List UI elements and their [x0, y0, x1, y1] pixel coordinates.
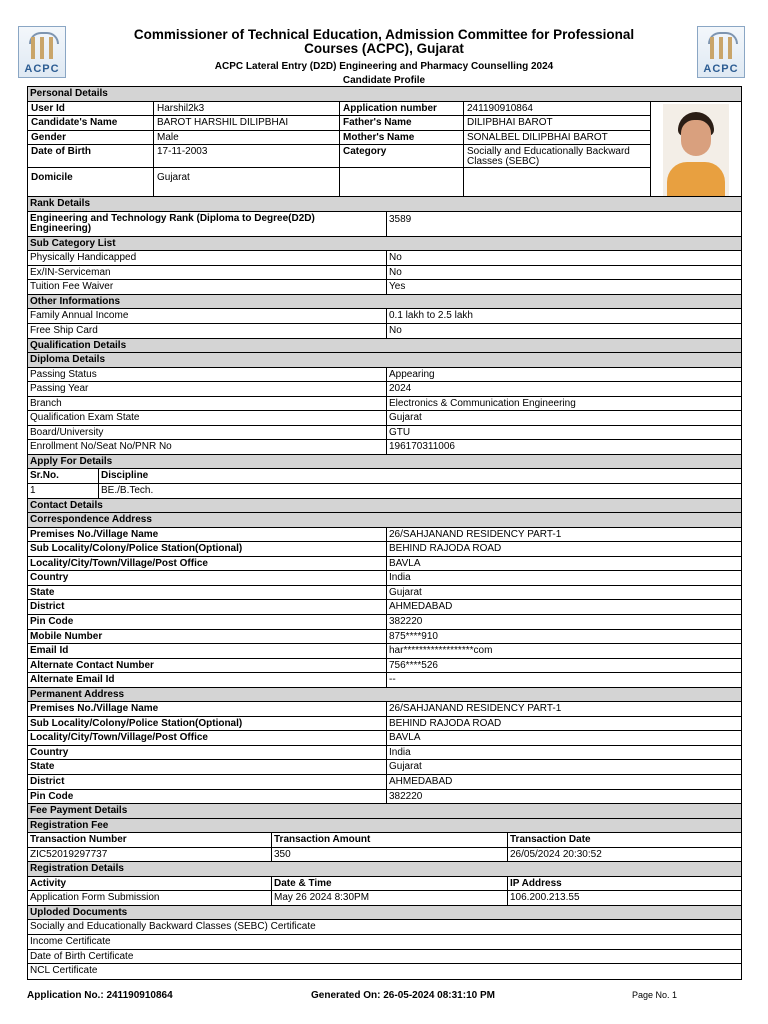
rank-label: [28, 212, 386, 236]
row-value: GTU: [386, 426, 741, 440]
table-row: [28, 673, 741, 688]
row-label: State: [30, 586, 55, 598]
table-row: [28, 702, 741, 717]
table-row: [28, 760, 741, 775]
row-value: 196170311006: [386, 440, 741, 454]
section-registration-details: Registration Details: [28, 862, 741, 877]
document-header: [110, 28, 658, 87]
personal-details: [28, 102, 741, 198]
row-label: Free Ship Card: [30, 325, 98, 337]
row-label: Sub Locality/Colony/Police Station(Optional): [30, 717, 243, 729]
table-row: [28, 615, 741, 630]
logo-text: ACPC: [703, 63, 739, 75]
fee-header-row: [28, 833, 741, 848]
category-line-2: Classes (SEBC): [467, 156, 540, 168]
section-personal-details: Personal Details: [28, 87, 741, 102]
acpc-logo-left: [18, 26, 66, 78]
row-value: 0.1 lakh to 2.5 lakh: [386, 309, 741, 323]
rank-row: [28, 212, 741, 237]
row-value: 875****910: [386, 630, 741, 644]
table-row: [28, 731, 741, 746]
category-value: [463, 145, 650, 167]
row-label: Alternate Contact Number: [30, 659, 154, 671]
transaction-date-header: Transaction Date: [507, 833, 741, 847]
section-registration-fee: Registration Fee: [28, 819, 741, 834]
row-value: BEHIND RAJODA ROAD: [386, 542, 741, 556]
row-value: India: [386, 571, 741, 585]
logo-text: ACPC: [24, 63, 60, 75]
row-value: --: [386, 673, 741, 687]
section-permanent-address: Permanent Address: [28, 688, 741, 703]
table-row: [28, 717, 741, 732]
domicile-value: Gujarat: [153, 168, 339, 196]
row-value: Gujarat: [386, 760, 741, 774]
row-value: No: [386, 251, 741, 265]
table-row: [28, 586, 741, 601]
section-rank-details: Rank Details: [28, 197, 741, 212]
section-other-informations: Other Informations: [28, 295, 741, 310]
table-row: [28, 324, 741, 339]
row-value: BAVLA: [386, 731, 741, 745]
row-label: Premises No./Village Name: [30, 528, 159, 540]
row-label: Pin Code: [30, 615, 74, 627]
table-row: [28, 848, 741, 863]
section-uploaded-documents: Uploded Documents: [28, 906, 741, 921]
row-value: 2024: [386, 382, 741, 396]
activity-cell: Application Form Submission: [30, 892, 160, 904]
table-row: [28, 630, 741, 645]
row-label: Tuition Fee Waiver: [30, 281, 114, 293]
table-row: [28, 280, 741, 295]
row-label: Locality/City/Town/Village/Post Office: [30, 557, 208, 569]
empty-cell: [339, 168, 463, 196]
row-value: BAVLA: [386, 557, 741, 571]
sr-no-header: Sr.No.: [30, 470, 59, 482]
row-label: Premises No./Village Name: [30, 703, 159, 715]
row-label: Pin Code: [30, 790, 74, 802]
table-row: [28, 382, 741, 397]
document-name: NCL Certificate: [30, 965, 98, 977]
row-label: Mobile Number: [30, 630, 103, 642]
table-row: [28, 600, 741, 615]
transaction-amount-cell: 350: [271, 848, 507, 862]
transaction-amount-header: Transaction Amount: [271, 833, 507, 847]
footer-application-number: Application No.: 241190910864: [27, 990, 173, 1001]
section-fee-payment-details: Fee Payment Details: [28, 804, 741, 819]
row-label: Enrollment No/Seat No/PNR No: [30, 441, 172, 453]
row-value: 382220: [386, 790, 741, 804]
row-label: District: [30, 775, 65, 787]
father-name-value: DILIPBHAI BAROT: [463, 116, 650, 130]
row-value: 382220: [386, 615, 741, 629]
footer-generated-on: Generated On: 26-05-2024 08:31:10 PM: [311, 990, 495, 1001]
document-name: Socially and Educationally Backward Classes (SEBC) Certificate: [30, 921, 316, 933]
row-label: Email Id: [30, 645, 69, 657]
document-name: Income Certificate: [30, 935, 111, 947]
candidate-profile-label: Candidate Profile: [342, 75, 426, 86]
document-item: [28, 920, 741, 935]
rank-label-line-2: Engineering): [30, 222, 92, 234]
row-value: BEHIND RAJODA ROAD: [386, 717, 741, 731]
row-label: Branch: [30, 397, 62, 409]
mother-name-value: SONALBEL DILIPBHAI BAROT: [463, 131, 650, 145]
row-label: Alternate Email Id: [30, 674, 115, 686]
row-label: State: [30, 761, 55, 773]
discipline-header: Discipline: [98, 469, 741, 483]
transaction-date-cell: 26/05/2024 20:30:52: [507, 848, 741, 862]
row-label: Passing Status: [30, 368, 97, 380]
table-row: [28, 557, 741, 572]
candidate-name-value: BAROT HARSHIL DILIPBHAI: [153, 116, 339, 130]
table-row: [28, 571, 741, 586]
row-value: Gujarat: [386, 586, 741, 600]
section-contact-details: Contact Details: [28, 499, 741, 514]
row-value: Gujarat: [386, 411, 741, 425]
table-row: [28, 368, 741, 383]
document-item: [28, 964, 741, 979]
table-row: [28, 891, 741, 906]
table-row: [28, 542, 741, 557]
user-id-value: Harshil2k3: [153, 102, 339, 116]
row-value: Appearing: [386, 368, 741, 382]
row-label: Sub Locality/Colony/Police Station(Optional): [30, 543, 243, 555]
category-line-1: Socially and Educationally Backward: [467, 146, 630, 158]
row-value: AHMEDABAD: [386, 775, 741, 789]
row-label: Country: [30, 746, 69, 758]
section-sub-category: Sub Category List: [28, 237, 741, 252]
registration-header-row: [28, 877, 741, 892]
father-name-label: Father's Name: [339, 116, 463, 130]
table-row: [28, 411, 741, 426]
row-label: Country: [30, 572, 69, 584]
row-value: 26/SAHJANAND RESIDENCY PART-1: [386, 528, 741, 542]
title-line-1: Commissioner of Technical Education, Admission Committee for Professional: [133, 27, 635, 42]
section-diploma-details: Diploma Details: [28, 353, 741, 368]
table-row: [28, 251, 741, 266]
row-value: 756****526: [386, 659, 741, 673]
table-row: [28, 528, 741, 543]
mother-name-label: Mother's Name: [339, 131, 463, 145]
section-qualification-details: Qualification Details: [28, 339, 741, 354]
dob-value: 17-11-2003: [153, 145, 339, 167]
row-label: Board/University: [30, 426, 104, 438]
table-row: [28, 440, 741, 455]
sr-no-cell: 1: [30, 485, 36, 497]
table-row: [28, 309, 741, 324]
row-label: Qualification Exam State: [30, 412, 140, 424]
row-value: Electronics & Communication Engineering: [386, 397, 741, 411]
document-item: [28, 950, 741, 965]
rank-value: 3589: [386, 212, 741, 236]
row-value: No: [386, 324, 741, 338]
section-correspondence-address: Correspondence Address: [28, 513, 741, 528]
document-name: Date of Birth Certificate: [30, 950, 134, 962]
section-apply-for-details: Apply For Details: [28, 455, 741, 470]
row-label: Locality/City/Town/Village/Post Office: [30, 732, 208, 744]
ip-address-header: IP Address: [507, 877, 741, 891]
date-time-cell: May 26 2024 8:30PM: [271, 891, 507, 905]
empty-cell: [463, 168, 650, 196]
category-label: Category: [339, 145, 463, 167]
table-row: [28, 790, 741, 805]
row-label: Family Annual Income: [30, 310, 129, 322]
photo-cell: [650, 102, 741, 197]
date-time-header: Date & Time: [271, 877, 507, 891]
activity-header: Activity: [30, 877, 67, 889]
application-number-label: Application number: [339, 102, 463, 116]
row-value: AHMEDABAD: [386, 600, 741, 614]
domicile-label: Domicile: [31, 172, 73, 184]
table-row: [28, 644, 741, 659]
gender-value: Male: [153, 131, 339, 145]
transaction-number-cell: ZIC52019297737: [30, 848, 108, 860]
table-row: [28, 746, 741, 761]
table-row: [28, 659, 741, 674]
acpc-logo-right: [697, 26, 745, 78]
apply-header-row: [28, 469, 741, 484]
discipline-cell: BE./B.Tech.: [98, 484, 741, 498]
table-row: [28, 484, 741, 499]
row-label: District: [30, 601, 65, 613]
subtitle: ACPC Lateral Entry (D2D) Engineering and Pharmacy Counselling 2024: [214, 61, 554, 72]
transaction-number-header: Transaction Number: [30, 834, 127, 846]
table-row: [28, 266, 741, 281]
table-row: [28, 426, 741, 441]
rank-label-line-1: Engineering and Technology Rank (Diploma to Degree(D2D): [30, 212, 315, 224]
user-id-label: User Id: [31, 102, 65, 114]
title-line-2: Courses (ACPC), Gujarat: [304, 41, 464, 56]
candidate-photo: [663, 104, 729, 196]
row-value: har******************com: [386, 644, 741, 658]
document-item: [28, 935, 741, 950]
row-label: Ex/IN-Serviceman: [30, 266, 111, 278]
row-label: Physically Handicapped: [30, 252, 137, 264]
row-value: India: [386, 746, 741, 760]
row-value: Yes: [386, 280, 741, 294]
row-value: 26/SAHJANAND RESIDENCY PART-1: [386, 702, 741, 716]
table-row: [28, 775, 741, 790]
footer-page-number: Page No. 1: [632, 990, 678, 1000]
row-label: Passing Year: [30, 383, 89, 395]
application-number-value: 241190910864: [463, 102, 650, 116]
dob-label: Date of Birth: [31, 146, 91, 158]
candidate-name-label: Candidate's Name: [31, 117, 118, 129]
gender-label: Gender: [31, 131, 67, 143]
row-value: No: [386, 266, 741, 280]
candidate-profile-form: [27, 86, 742, 980]
table-row: [28, 397, 741, 412]
ip-address-cell: 106.200.213.55: [507, 891, 741, 905]
